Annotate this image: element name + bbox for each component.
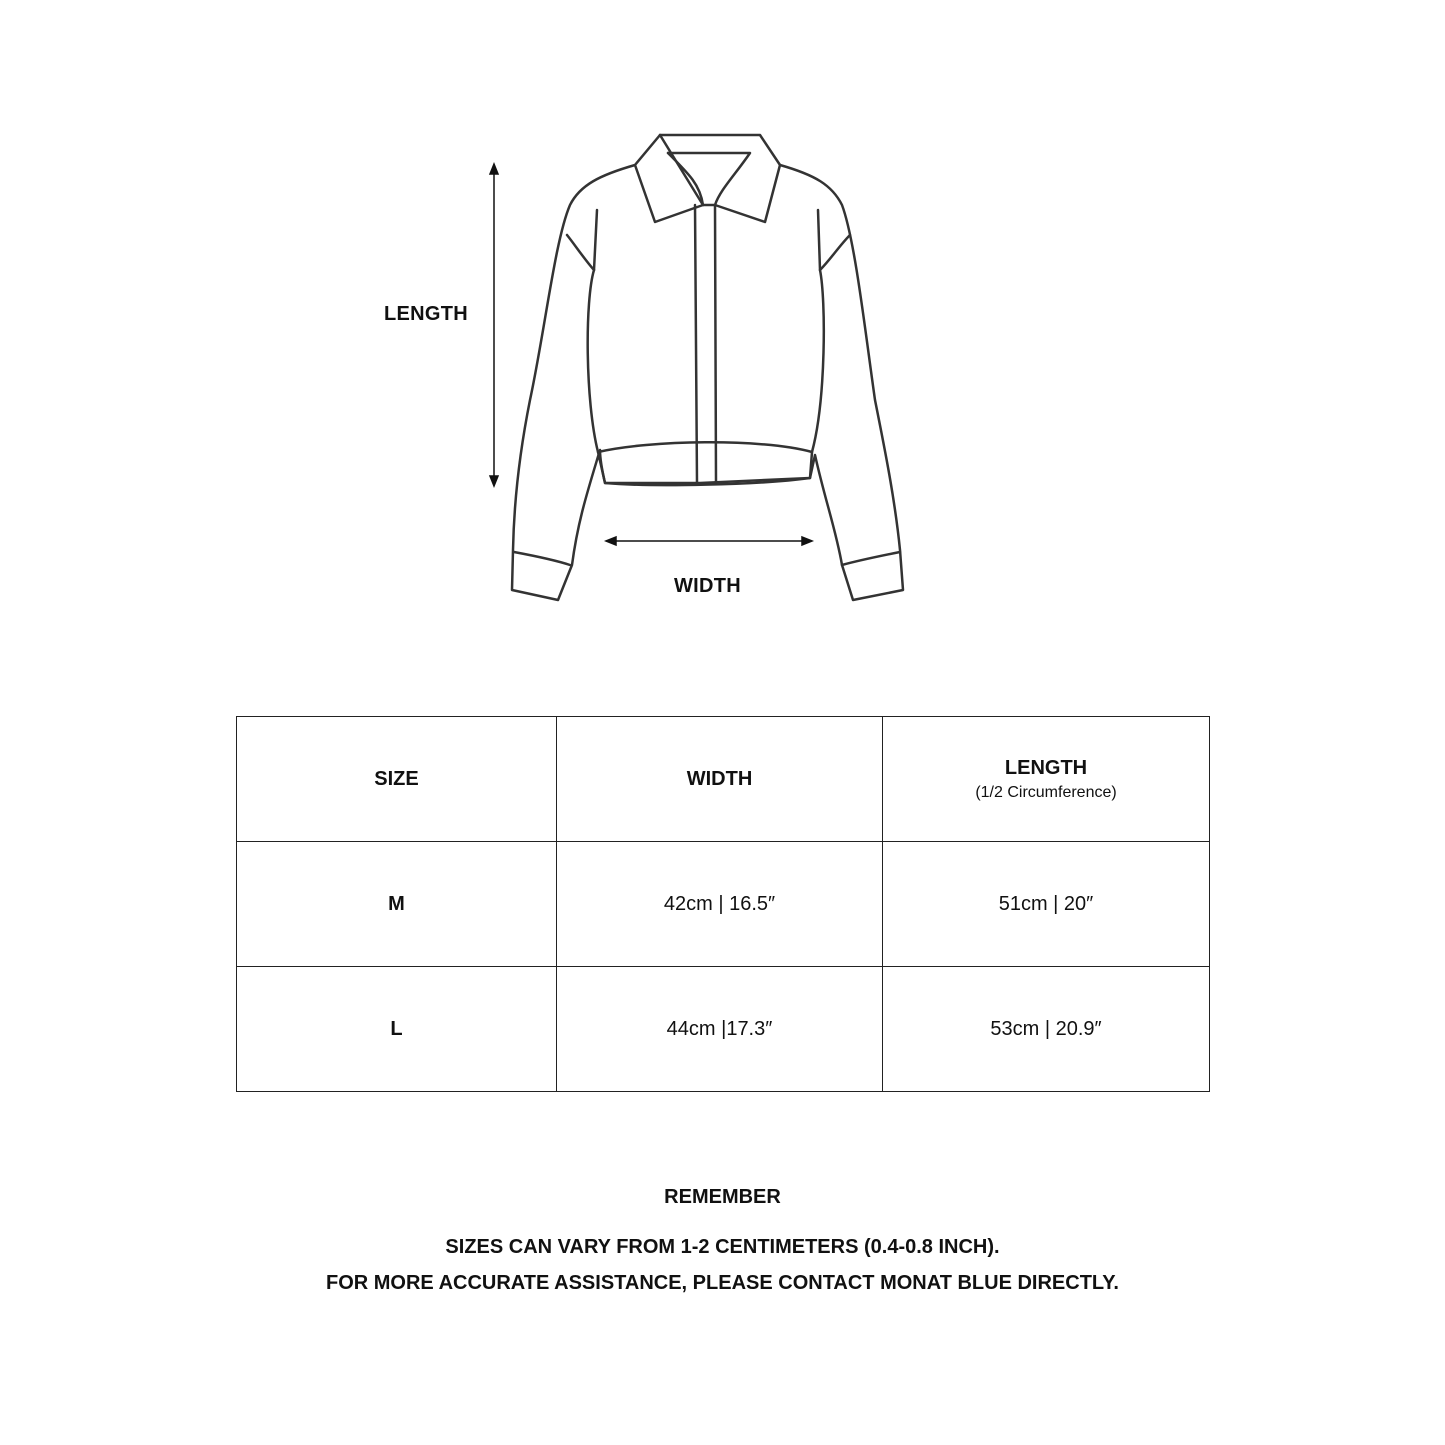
header-size: SIZE [237, 717, 557, 842]
size-chart-table [236, 716, 1210, 1092]
table-row [237, 842, 1210, 967]
length-cell: 51cm | 20″ [883, 842, 1210, 967]
garment-diagram [0, 0, 1445, 660]
header-length [883, 717, 1210, 842]
table-header-row [237, 717, 1210, 842]
header-length-label: LENGTH [1004, 756, 1088, 779]
note-line: FOR MORE ACCURATE ASSISTANCE, PLEASE CONTACT MONAT BLUE DIRECTLY. [326, 1272, 1119, 1294]
note-line: SIZES CAN VARY FROM 1-2 CENTIMETERS (0.4-0.8 INCH). [445, 1236, 1000, 1258]
left-cuff [514, 552, 570, 565]
jacket-illustration [0, 0, 1445, 660]
length-arrow [490, 164, 498, 486]
length-label: LENGTH [384, 303, 469, 325]
size-cell: M [237, 842, 557, 967]
right-cuff [842, 552, 900, 565]
width-label: WIDTH [674, 575, 742, 597]
table-row [237, 967, 1210, 1092]
notes-section [0, 1186, 1445, 1301]
jacket-body [512, 165, 903, 600]
width-cell: 42cm | 16.5″ [557, 842, 883, 967]
header-length-note: (1/2 Circumference) [975, 783, 1117, 801]
width-cell: 44cm |17.3″ [557, 967, 883, 1092]
header-width: WIDTH [557, 717, 883, 842]
size-cell: L [237, 967, 557, 1092]
length-cell: 53cm | 20.9″ [883, 967, 1210, 1092]
width-arrow [606, 537, 812, 545]
notes-title: REMEMBER [664, 1186, 781, 1208]
